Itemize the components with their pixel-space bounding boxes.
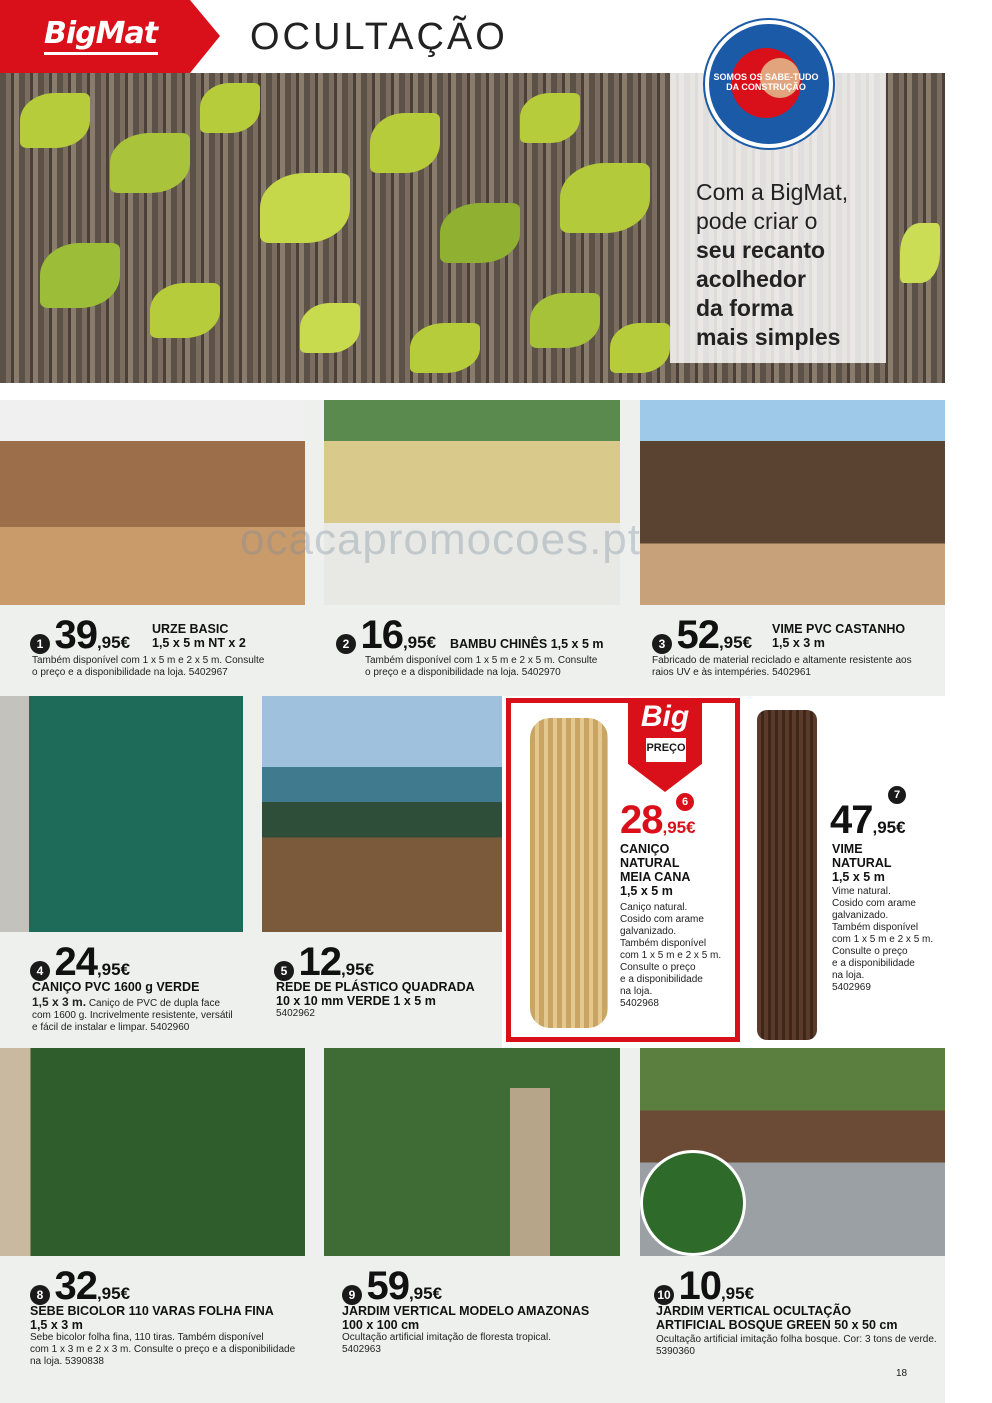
product-image-5 [262,696,502,932]
hero-line-5: da forma [696,295,794,321]
price-int-9: 59 [366,1264,409,1308]
price-8 [30,1266,130,1306]
desc-line: e a disponibilidade [620,974,703,985]
product-number-5: 5 [274,961,294,981]
product-image-1 [0,400,305,605]
price-int-5: 12 [298,940,341,984]
price-int-10: 10 [678,1264,721,1308]
price-9 [342,1266,442,1306]
product-desc-7 [832,886,933,994]
name-line: CANIÇO [620,842,670,856]
name-line: URZE BASIC [152,622,229,636]
price-10 [654,1266,754,1306]
product-image-9 [324,1048,620,1256]
desc-line: Ocultação artificial imitação folha bosque. Cor: 3 tons de verde. [656,1334,937,1345]
price-int-3: 52 [676,613,719,657]
desc-line: Cosido com arame [620,914,704,925]
hero-line-6: mais simples [696,324,841,350]
name-line: NATURAL [832,856,892,870]
desc-line: galvanizado. [620,926,677,937]
product-image-8 [0,1048,305,1256]
desc-line: na loja. [620,986,653,997]
product-desc-10 [656,1334,941,1358]
name-line: MEIA CANA [620,870,691,884]
price-7 [830,800,906,840]
product-image-4 [0,696,243,932]
product-name-5 [276,980,475,1008]
price-int-7: 47 [830,798,873,842]
hero-headline [696,178,886,352]
size-label: 1,5 x 3 m. [32,995,87,1009]
bigmat-logo: BigMat [44,16,158,51]
leaf-detail-inset [640,1150,746,1256]
price-int-8: 32 [54,1264,97,1308]
name-line: REDE DE PLÁSTICO QUADRADA [276,980,475,994]
product-ref-6: 5402968 [620,998,659,1009]
price-2 [336,615,436,655]
hero-line-3: seu recanto [696,237,826,263]
desc-line: o preço e a disponibilidade na loja. [365,667,519,678]
product-number-2: 2 [336,634,356,654]
desc-line: raios UV e às intempéries. [652,667,770,678]
product-number-8: 8 [30,1285,50,1305]
watermark: ocacapromocoes.pt [240,515,641,564]
price-dec-3: ,95€ [718,633,753,652]
product-image-7 [757,710,817,1040]
product-image-2 [324,400,620,605]
product-desc-4 [32,996,252,1034]
desc-line: Caniço de PVC de dupla face [88,998,221,1009]
hero-line-1: Com a BigMat, [696,179,849,205]
desc-line: Fabricado de material reciclado e altamente resistente aos [652,655,912,666]
price-5 [274,942,374,982]
desc-line: Consulte o preço [620,962,696,973]
product-number-3: 3 [652,634,672,654]
product-ref-5: 5402962 [276,1008,315,1019]
product-name-3 [772,622,905,650]
name-line: 1,5 x 5 m NT x 2 [152,636,246,650]
product-ref-8: 5390838 [65,1356,104,1367]
price-dec-1: ,95€ [96,633,131,652]
product-name-2: BAMBU CHINÊS 1,5 x 5 m [450,637,604,651]
product-ref-10: 5390360 [656,1346,695,1357]
price-3 [652,615,752,655]
product-number-6: 6 [676,793,694,811]
product-number-4: 4 [30,961,50,981]
page-title: OCULTAÇÃO [250,16,508,58]
desc-line: e a disponibilidade [832,958,915,969]
product-desc-6 [620,902,721,1010]
hero-line-2: pode criar o [696,208,818,234]
name-line: VIME PVC CASTANHO [772,622,906,636]
price-int-2: 16 [360,613,403,657]
name-line: SEBE BICOLOR 110 VARAS FOLHA FINA [30,1304,274,1318]
product-name-8 [30,1304,274,1332]
desc-line: o preço e a disponibilidade na loja. [32,667,186,678]
product-number-7: 7 [888,786,906,804]
name-line: JARDIM VERTICAL OCULTAÇÃO [656,1304,852,1318]
price-int-4: 24 [54,940,97,984]
product-desc-3 [652,655,932,679]
product-name-1 [152,622,246,650]
name-line: 1,5 x 3 m [772,636,825,650]
desc-line: com 1600 g. Incrivelmente resistente, versátil [32,1010,233,1021]
big-logo: Big [640,700,690,733]
product-desc-8 [30,1332,315,1368]
name-line: 1,5 x 5 m [620,884,673,898]
product-name-4: CANIÇO PVC 1600 g VERDE [32,980,200,994]
product-ref-4: 5402960 [150,1022,190,1033]
hero-line-4: acolhedor [696,266,806,292]
product-ref-2: 5402970 [521,667,561,678]
price-dec-8: ,95€ [96,1284,131,1303]
desc-line: na loja. [832,970,865,981]
price-int-6: 28 [620,798,663,842]
product-desc-9 [342,1332,551,1356]
desc-line: Consulte o preço [832,946,908,957]
desc-line: Caniço natural. [620,902,688,913]
logo-underline [44,52,158,55]
desc-line: e fácil de instalar e limpar. [32,1022,148,1033]
desc-line: Ocultação artificial imitação de floresta tropical. [342,1332,551,1343]
product-name-10 [656,1304,898,1332]
price-4 [30,942,130,982]
desc-line: Vime natural. [832,886,891,897]
product-number-9: 9 [342,1285,362,1305]
desc-line: Também disponível com 1 x 5 m e 2 x 5 m. Consulte [32,655,265,666]
name-line: JARDIM VERTICAL MODELO AMAZONAS [342,1304,590,1318]
price-dec-4: ,95€ [96,960,131,979]
product-number-1: 1 [30,634,50,654]
name-line: ARTIFICIAL BOSQUE GREEN 50 x 50 cm [656,1318,898,1332]
price-dec-2: ,95€ [402,633,437,652]
name-line: VIME [832,842,863,856]
name-line: 10 x 10 mm VERDE 1 x 5 m [276,994,436,1008]
desc-line: Sebe bicolor folha fina, 110 tiras. Também disponível [30,1332,264,1343]
product-desc-2 [365,655,625,679]
product-ref-9: 5402963 [342,1344,381,1355]
stone-pillar [510,1088,550,1256]
product-image-3 [640,400,945,605]
product-ref-7: 5402969 [832,982,871,993]
product-name-9 [342,1304,589,1332]
desc-line: com 1 x 5 m e 2 x 5 m. [832,934,934,945]
price-dec-10: ,95€ [720,1284,755,1303]
product-name-7 [832,842,891,884]
product-ref-3: 5402961 [772,667,811,678]
product-name-6 [620,842,690,898]
name-line: 1,5 x 3 m [30,1318,83,1332]
price-1 [30,615,130,655]
desc-line: com 1 x 5 m e 2 x 5 m. [620,950,722,961]
price-dec-5: ,95€ [340,960,375,979]
desc-line: na loja. [30,1356,63,1367]
product-ref-1: 5402967 [188,667,228,678]
desc-line: Também disponível com 1 x 5 m e 2 x 5 m. Consulte [365,655,598,666]
desc-line: com 1 x 3 m e 2 x 3 m. Consulte o preço e a disponibilidade [30,1344,296,1355]
desc-line: Cosido com arame [832,898,916,909]
page-number: 18 [896,1368,908,1379]
preco-label: PREÇO [646,742,686,754]
badge-text: SOMOS OS SABE-TUDO DA CONSTRUÇÃO [713,72,819,92]
name-line: 100 x 100 cm [342,1318,420,1332]
name-line: 1,5 x 5 m [832,870,885,884]
product-image-6 [530,718,608,1028]
price-dec-7: ,95€ [872,818,906,837]
product-number-10: 10 [654,1285,674,1305]
product-desc-1 [32,655,302,679]
name-line: NATURAL [620,856,680,870]
desc-line: Também disponível [620,938,707,949]
desc-line: Também disponível [832,922,919,933]
price-int-1: 39 [54,613,97,657]
desc-line: galvanizado. [832,910,889,921]
price-dec-6: ,95€ [662,818,696,837]
price-dec-9: ,95€ [408,1284,443,1303]
